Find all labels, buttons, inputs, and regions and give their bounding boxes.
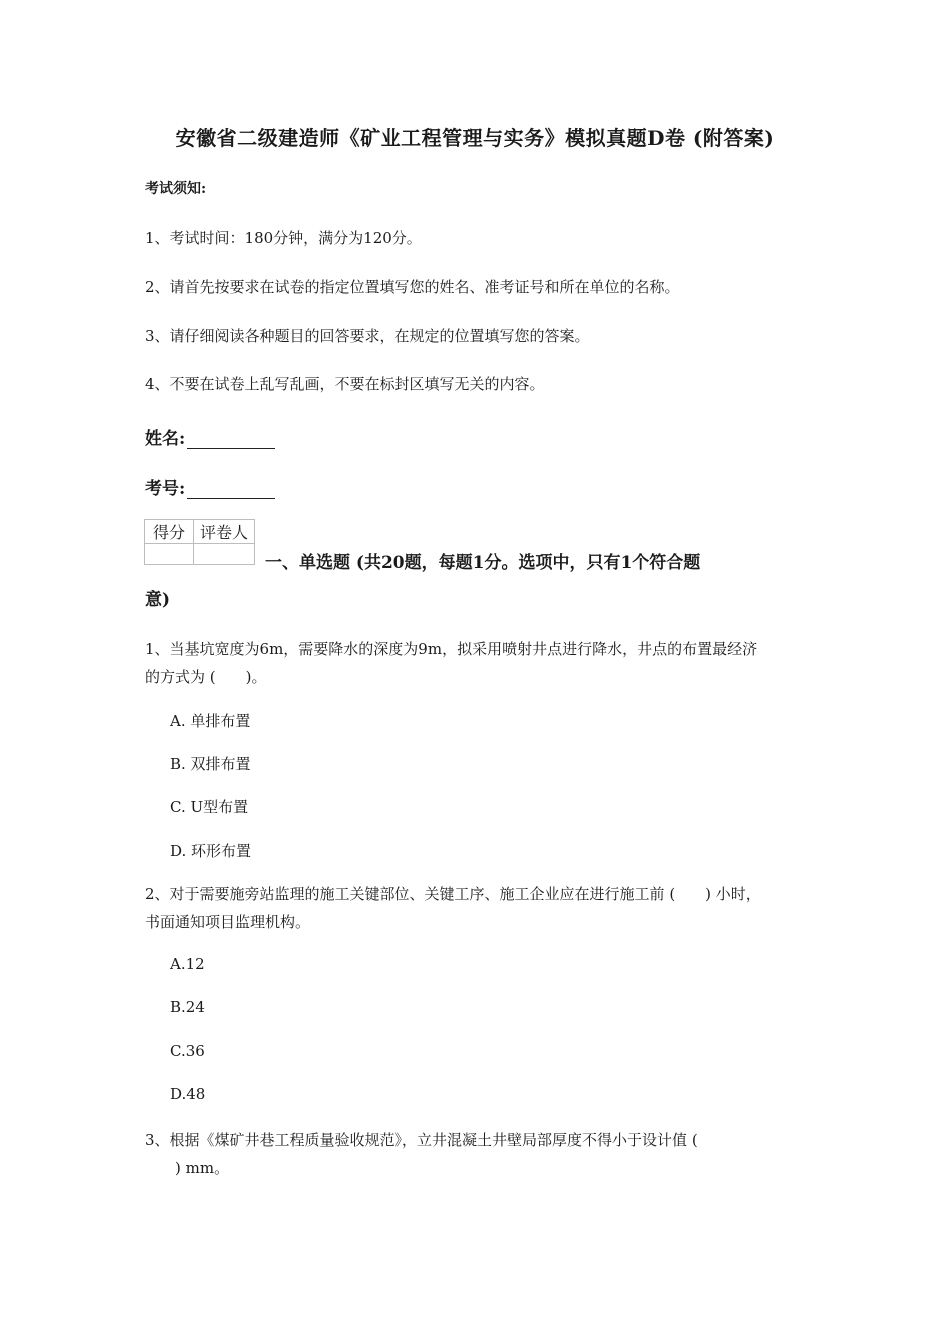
notice-heading: 考试须知: [145, 181, 207, 197]
score-header: 得分 [145, 520, 194, 544]
option-b[interactable]: B.24 [170, 998, 205, 1016]
notice-item: 1、考试时间：180分钟，满分为120分。 [145, 229, 422, 247]
notice-item: 2、请首先按要求在试卷的指定位置填写您的姓名、准考证号和所在单位的名称。 [145, 278, 680, 296]
option-d[interactable]: D.48 [170, 1085, 206, 1103]
question-text-cont: ) mm。 [145, 1159, 230, 1177]
question-text: 3、根据《煤矿井巷工程质量验收规范》，立井混凝土井壁局部厚度不得小于设计值 ( [145, 1131, 698, 1149]
question-text-cont: 书面通知项目监理机构。 [145, 913, 311, 931]
notice-item: 4、不要在试卷上乱写乱画，不要在标封区填写无关的内容。 [145, 375, 545, 393]
option-a[interactable]: A.12 [170, 955, 205, 973]
section-heading-cont: 意) [145, 590, 171, 610]
option-b[interactable]: B. 双排布置 [170, 755, 251, 773]
grader-header: 评卷人 [194, 520, 255, 544]
option-c[interactable]: C.36 [170, 1042, 205, 1060]
name-label: 姓名: [145, 429, 186, 449]
question-text-cont: 的方式为 ( )。 [145, 668, 267, 686]
notice-item: 3、请仔细阅读各种题目的回答要求，在规定的位置填写您的答案。 [145, 327, 590, 345]
score-table [144, 519, 255, 565]
name-blank[interactable] [187, 430, 275, 449]
option-d[interactable]: D. 环形布置 [170, 842, 252, 860]
question-text: 2、对于需要施旁站监理的施工关键部位、关键工序、施工企业应在进行施工前 ( ) 小时， [145, 885, 761, 903]
exam-number-field[interactable] [145, 474, 275, 499]
score-cell[interactable] [145, 544, 194, 565]
section-heading: 一、单选题 (共20题，每题1分。选项中，只有1个符合题 [265, 553, 701, 573]
grader-cell[interactable] [194, 544, 255, 565]
page-title: 安徽省二级建造师《矿业工程管理与实务》模拟真题D卷 (附答案) [175, 126, 775, 150]
exam-number-blank[interactable] [187, 480, 275, 499]
exam-number-label: 考号: [145, 479, 186, 499]
name-field[interactable] [145, 424, 275, 449]
question-text: 1、当基坑宽度为6m，需要降水的深度为9m，拟采用喷射井点进行降水，井点的布置最经济 [145, 640, 758, 658]
option-a[interactable]: A. 单排布置 [170, 712, 251, 730]
option-c[interactable]: C. U型布置 [170, 798, 249, 816]
